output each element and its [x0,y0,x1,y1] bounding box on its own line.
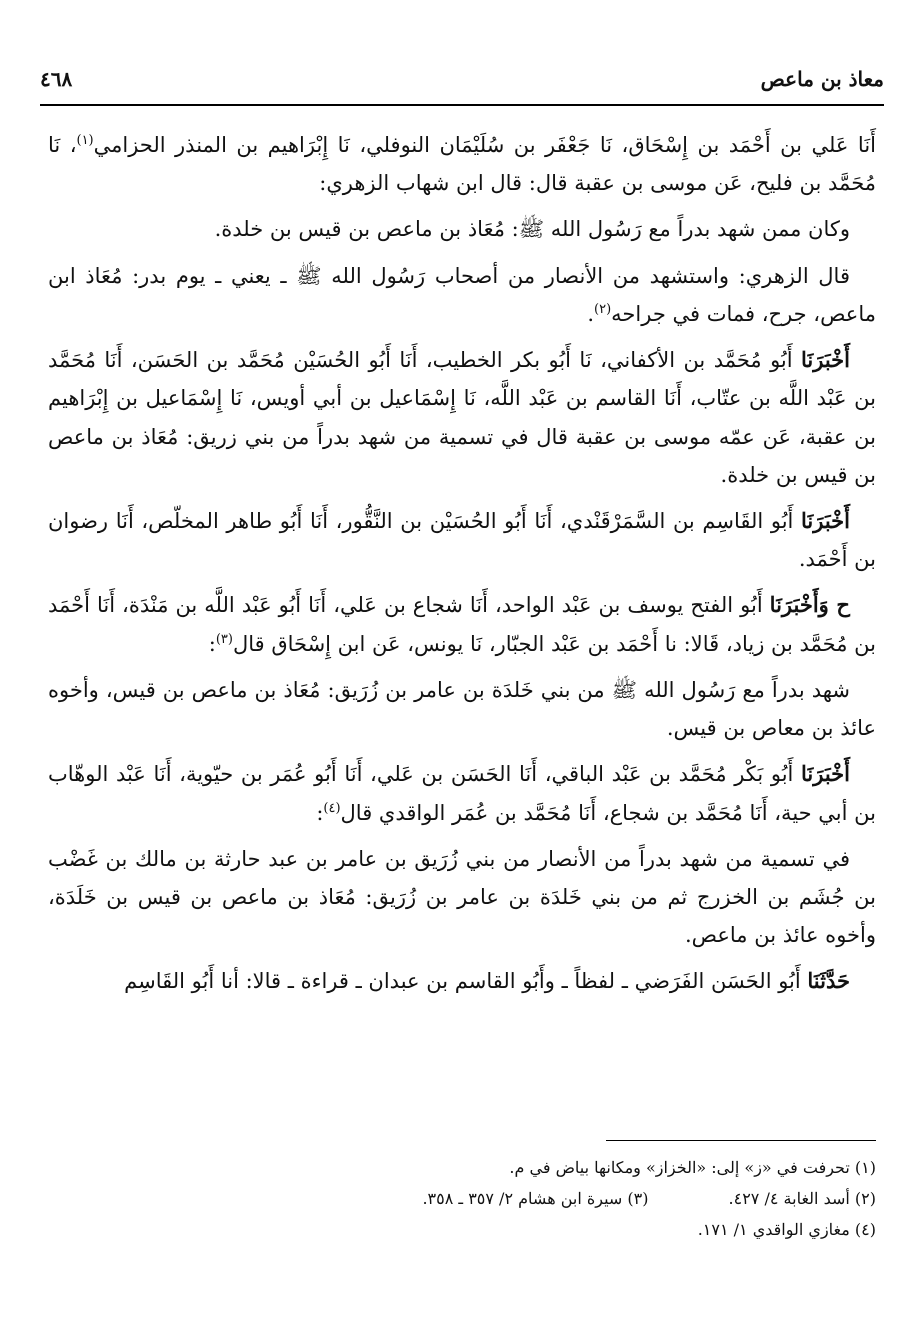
footnote-marker: (٣) [215,631,233,647]
chain-keyword: أَخْبَرَنَا [801,347,850,373]
text-run: أَنَا عَلي بن أَحْمَد بن إِسْحَاق، نَا جَعْفَر بن سُلَيْمَان النوفلي، نَا إِبْرَاهيم بن المنذر الحزامي [93,133,876,157]
footnote-marker: (٢) [594,301,612,317]
footnote-2: (٢) أسد الغابة ٤/ ٤٢٧. [728,1189,876,1209]
footnote-1: (١) تحرفت في «ز» إلى: «الخزاز» ومكانها بياض في م. [509,1158,876,1177]
paragraph [48,840,876,955]
text-run: : [208,631,216,656]
page-header [40,62,884,96]
text-run: في تسمية من شهد بدراً من الأنصار من بني زُرَيق بن عامر بن عبد حارثة بن مالك بن غَضْب بن جُشَم بن الخزرج ثم من بني خَلدَة بن عامر بن زُرَيق: مُعَاذ بن ماعص بن قيس بن خَلَدَة، وأخوه عائذ بن ماعص. [48,846,876,948]
running-title: معاذ بن ماعص [760,67,884,91]
footnotes [48,1152,876,1246]
paragraph [48,755,876,831]
footnote-4: (٤) مغازي الواقدي ١/ ١٧١. [697,1220,876,1240]
footnote-divider [606,1140,876,1141]
header-divider [40,104,884,106]
text-run: وكان ممن شهد بدراً مع رَسُول الله ﷺ: مُعَاذ بن ماعص بن قيس بن خلدة. [214,217,850,242]
paragraph [48,126,876,202]
text-run: أَبُو الفتح يوسف بن عَبْد الواحد، أَنَا شجاع بن عَلي، أَنَا أَبُو عَبْد اللَّه بن مَنْدَة، أَنَا أَحْمَد بن مُحَمَّد بن زياد، قَالا: نا أَحْمَد بن عَبْد الجبّار، نَا يونس، عَن ابن إِسْحَاق قال [48,593,876,656]
text-run: أَبُو الحَسَن الفَرَضي ـ لفظاً ـ وأَبُو القاسم بن عبدان ـ قراءة ـ قالا: أنا أَبُو القَاسِم [124,969,808,994]
chain-keyword: ح وَأَخْبَرَنَا [769,592,850,618]
paragraph [48,341,876,494]
text-run: : [316,800,324,825]
paragraph [48,586,876,662]
text-run: قال الزهري: واستشهد من الأنصار من أصحاب رَسُول الله ﷺ ـ يعني ـ يوم بدر: مُعَاذ ابن ماعص، جرح، فمات في جراحه [48,263,876,326]
text-run: شهد بدراً مع رَسُول الله ﷺ من بني خَلدَة بن عامر بن زُرَيق: مُعَاذ بن ماعص بن قيس، وأخوه عائذ بن معاص بن قيس. [48,677,876,741]
paragraph [48,257,876,333]
footnote-marker: (١) [76,133,94,148]
chain-keyword: أَخْبَرَنَا [801,507,850,533]
text-run: . [587,301,595,326]
text-run: أَبُو مُحَمَّد بن الأكفاني، نَا أَبُو بكر الخطيب، أَنَا أَبُو الحُسَيْن مُحَمَّد بن الحَسَن، أَنَا مُحَمَّد بن عَبْد اللَّه بن عتّاب، أَنَا القاسم بن عَبْد اللَّه، نَا إِسْمَاعيل بن أبي أويس، نَا إِسْمَاعيل بن إِبْرَاهيم بن عقبة، عَن عمّه موسى بن عقبة قال في تسمية من شهد بدراً من بني زريق: مُعَاذ بن ماعص بن قيس بن خلدة. [48,348,876,487]
page-number: ٤٦٨ [40,67,73,91]
paragraph [48,962,876,1000]
paragraph [48,210,876,248]
paragraph [48,671,876,747]
paragraph [48,502,876,578]
main-text [48,126,876,1009]
text-run: ، نَا مُحَمَّد بن فليح، عَن موسى بن عقبة قال: قال ابن شهاب الزهري: [48,133,876,196]
text-run: أَبُو بَكْر مُحَمَّد بن عَبْد الباقي، أَنَا الحَسَن بن عَلي، أَنَا أَبُو عُمَر بن حيّوية، أَنَا عَبْد الوهّاب بن أبي حية، أَنَا مُحَمَّد بن شجاع، أَنَا مُحَمَّد بن عُمَر الواقدي قال [48,762,876,825]
chain-keyword: أَخْبَرَنَا [801,761,850,787]
footnote-3: (٣) سيرة ابن هشام ٢/ ٣٥٧ ـ ٣٥٨. [422,1189,649,1209]
text-run: أَبُو القَاسِم بن السَّمَرْقَنْدي، أَنَا أَبُو الحُسَيْن بن النَّقُّور، أَنَا أَبُو طاهر المخلّص، أَنَا رضوان بن أَحْمَد. [48,508,876,572]
chain-keyword: حَدَّثَنَا [807,968,850,994]
footnote-marker: (٤) [323,800,341,816]
